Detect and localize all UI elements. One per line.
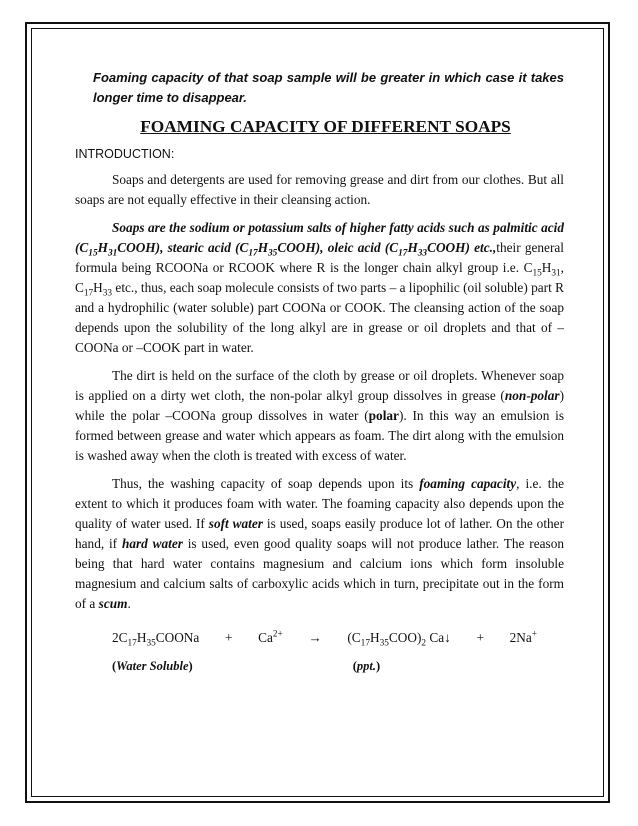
equation-labels <box>75 656 564 676</box>
label-water-soluble: (Water Soluble) <box>112 659 193 673</box>
plus-sign: + <box>224 630 233 645</box>
product-sodium: 2Na+ <box>509 629 537 645</box>
paragraph-4: Thus, the washing capacity of soap depends upon its foaming capacity, i.e. the extent to which it produces foam with water. The foaming capacity also depends upon the quality of water used. If soft water is used, soaps easily produce lot of lather. On the other hand, if hard water is used, even good quality soaps will not produce lather. The reason being that hard water contains magnesium and calcium ions which form insoluble magnesium and calcium salts of carboxylic acids which in turn, precipitate out in the form of a scum. <box>75 476 565 611</box>
reactant-calcium: $Ca^{2+}$ <box>258 629 283 645</box>
chemical-equation <box>75 628 537 648</box>
paragraph-2: Soaps are the sodium or potassium salts of higher fatty acids such as palmitic acid $(C_{15}H_{31}COOH)$, stearic acid $(C_{17}H_{35}COOH)$, oleic acid $(C_{17}H_{33}COOH)$ etc.,their general formula being RCOONa or RCOOK where R is the longer chain alkyl group i.e. $C_{15}H_{31}$, $C_{17}H_{33}$ etc., thus, each soap molecule consists of two parts – a lipophilic (oil soluble) part R and a hydrophilic (water soluble) part COONa or COOK. The cleansing action of the soap depends upon the solubility of the long alkyl are in grease or oil droplets and that of –COONa or –COOK part in water. <box>75 220 564 355</box>
intro-note: Foaming capacity of that soap sample will be greater in which case it takes longer time to disappear. <box>93 70 564 105</box>
document-body <box>75 68 564 676</box>
paragraph-3: The dirt is held on the surface of the cloth by grease or oil droplets. Whenever soap is applied on a dirty wet cloth, the non-polar alkyl group dissolves in grease (non-polar) while the polar –COONa group dissolves in water (polar). In this way an emulsion is formed between grease and water which appears as foam. The dirt along with the emulsion is washed away when the cloth is treated with excess of water. <box>75 368 564 463</box>
page-title: FOAMING CAPACITY OF DIFFERENT SOAPS <box>140 117 511 136</box>
section-heading: INTRODUCTION: <box>75 147 175 161</box>
reactant-soap: $2C_{17}H_{35}COONa$ <box>112 630 200 649</box>
plus-sign-2: + <box>476 630 484 645</box>
paragraph-1: Soaps and detergents are used for removing grease and dirt from our clothes. But all soaps are not equally effective in their cleansing action. <box>75 172 564 207</box>
reaction-arrow: → <box>308 630 322 645</box>
label-ppt: (ppt.) <box>352 659 381 673</box>
product-precipitate: $(C_{17}H_{35}COO)_2$ Ca↓ <box>347 630 451 649</box>
